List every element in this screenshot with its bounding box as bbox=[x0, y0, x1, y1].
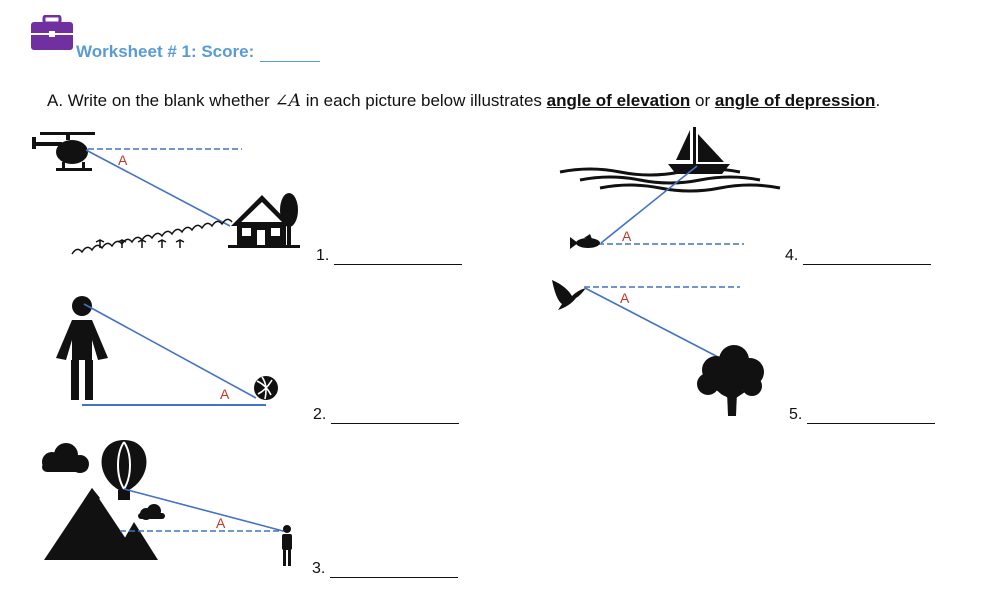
instruction-suffix: . bbox=[875, 91, 881, 110]
volleyball-icon bbox=[254, 376, 278, 400]
answer-blank-2[interactable] bbox=[331, 409, 459, 424]
hot-air-balloon-icon bbox=[102, 440, 147, 500]
answer-number-5: 5. bbox=[789, 406, 803, 423]
answer-number-1: 1. bbox=[316, 247, 330, 264]
answer-number-3: 3. bbox=[312, 560, 326, 577]
option-elevation: angle of elevation bbox=[546, 91, 691, 110]
instruction-prefix: A. Write on the blank whether bbox=[47, 91, 270, 110]
answer-2[interactable] bbox=[313, 406, 459, 424]
angle-label-2: A bbox=[220, 386, 230, 402]
answer-4[interactable] bbox=[785, 247, 931, 265]
option-depression: angle of depression bbox=[714, 91, 876, 110]
scene-person-ball bbox=[56, 296, 278, 405]
answer-5[interactable] bbox=[789, 406, 935, 424]
answer-blank-4[interactable] bbox=[803, 250, 931, 265]
fish-icon bbox=[570, 234, 600, 249]
helicopter-icon bbox=[32, 132, 95, 171]
answer-number-4: 4. bbox=[785, 247, 799, 264]
answer-blank-1[interactable] bbox=[334, 250, 462, 265]
grass-icon bbox=[72, 219, 232, 254]
answer-1[interactable] bbox=[316, 247, 462, 265]
mountain-icon bbox=[44, 488, 158, 560]
house-icon bbox=[228, 193, 300, 248]
angle-label-1: A bbox=[118, 152, 128, 168]
angle-label-5: A bbox=[620, 290, 630, 306]
scene-boat-fish bbox=[560, 127, 780, 249]
angle-symbol: ∠A bbox=[274, 91, 301, 111]
tree-icon bbox=[697, 345, 764, 416]
sailboat-icon bbox=[668, 127, 730, 174]
answer-blank-5[interactable] bbox=[807, 409, 935, 424]
instruction-middle: in each picture below illustrates bbox=[305, 91, 542, 110]
answer-3[interactable] bbox=[312, 560, 458, 578]
woman-icon bbox=[56, 296, 108, 400]
angle-label-3: A bbox=[216, 515, 226, 531]
angle-label-4: A bbox=[622, 228, 632, 244]
answer-blank-3[interactable] bbox=[330, 563, 458, 578]
answer-number-2: 2. bbox=[313, 406, 327, 423]
scene-balloon-person bbox=[42, 440, 292, 566]
bird-icon bbox=[552, 280, 586, 310]
instruction-connector: or bbox=[695, 91, 711, 110]
scene-helicopter-house bbox=[32, 132, 300, 254]
worksheet-title-text: Worksheet # 1: Score: bbox=[76, 42, 255, 61]
scene-bird-tree bbox=[552, 280, 764, 416]
